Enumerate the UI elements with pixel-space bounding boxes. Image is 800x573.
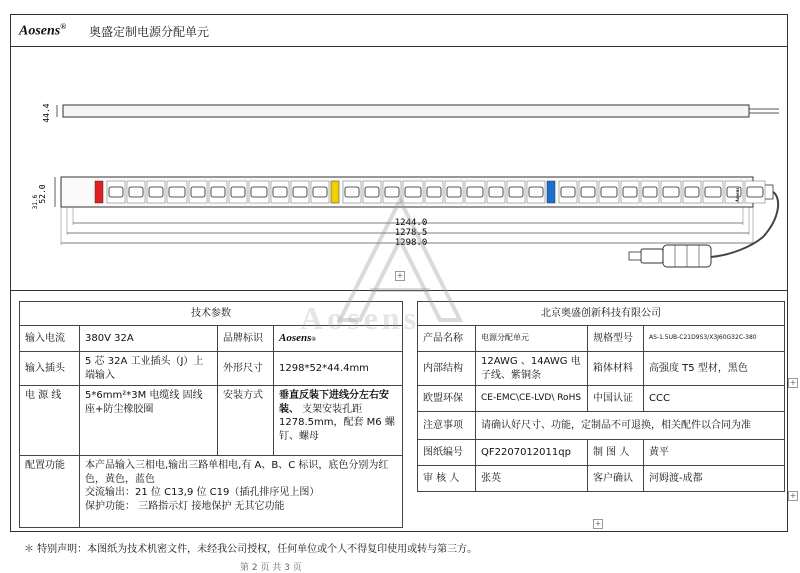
- socket-icon-19: [467, 187, 483, 197]
- phase-indicator-0: [95, 181, 103, 203]
- config-line-1: 本产品输入三相电,输出三路单相电,有 A、B、C 标识，底色分别为红色，黄色，蓝色: [85, 460, 389, 485]
- industrial-plug-icon: [629, 245, 711, 267]
- cable-value: 5*6mm²*3M 电缆线 固线座+防尘橡胶圈: [80, 386, 218, 456]
- product-label: 产品名称: [418, 326, 476, 352]
- pdu-top-view: [63, 105, 749, 117]
- socket-icon-1: [109, 187, 123, 197]
- socket-icon-27: [623, 187, 637, 197]
- input-current-label: 输入电流: [20, 326, 80, 352]
- material-value: 高强度 T5 型材，黑色: [644, 352, 785, 386]
- socket-icon-16: [405, 187, 421, 197]
- dim-len3-label: 1298.0: [394, 238, 428, 248]
- socket-icon-9: [273, 187, 287, 197]
- model-value: AS-1.5UB-C21D9S3/X3J60G32C-380: [644, 326, 785, 352]
- model-label: 规格型号: [588, 326, 644, 352]
- socket-icon-21: [509, 187, 523, 197]
- socket-icon-33: [747, 187, 763, 197]
- socket-icon-3: [149, 187, 163, 197]
- socket-icon-22: [529, 187, 543, 197]
- company-name: 北京奥盛创新科技有限公司: [418, 302, 785, 326]
- brand-value: Aosens®: [274, 326, 403, 352]
- cable-label: 电 源 线: [20, 386, 80, 456]
- eu-value: CE-EMC\CE-LVD\ RoHS: [476, 386, 588, 412]
- input-current-value: 380V 32A: [80, 326, 218, 352]
- size-label: 外形尺寸: [218, 352, 274, 386]
- note-label: 注意事项: [418, 412, 476, 440]
- outlet-row: [95, 181, 765, 203]
- config-value: [80, 456, 403, 528]
- socket-icon-4: [169, 187, 185, 197]
- drafter-value: 黄平: [644, 440, 785, 466]
- sheet-header: [11, 15, 787, 47]
- socket-icon-18: [447, 187, 461, 197]
- eu-label: 欧盟环保: [418, 386, 476, 412]
- pdu-brand-label: Aosens: [736, 187, 741, 203]
- material-label: 箱体材料: [588, 352, 644, 386]
- table-add-col-handle[interactable]: +: [789, 378, 797, 387]
- socket-icon-28: [643, 187, 657, 197]
- cn-label: 中国认证: [588, 386, 644, 412]
- socket-icon-13: [345, 187, 359, 197]
- brand-logo: Aosens®: [19, 22, 67, 39]
- dim-len2-label: 1278.5: [394, 228, 428, 238]
- special-notice: ＊ 特别声明：本图纸为技术机密文件，未经我公司授权，任何单位或个人不得复印使用或转与第三方。: [24, 544, 478, 555]
- install-label: 安装方式: [218, 386, 274, 456]
- reviewer-value: 张英: [476, 466, 588, 492]
- watermark-text: Aosens: [300, 300, 421, 336]
- pdu-drawing-svg: [11, 47, 787, 291]
- drawing-no-value: QF2207012011qp: [476, 440, 588, 466]
- config-label: 配置功能: [20, 456, 80, 528]
- dim-width-label: 44.4: [42, 103, 51, 123]
- customer-label: 客户确认: [588, 466, 644, 492]
- socket-icon-20: [489, 187, 503, 197]
- size-value: 1298*52*44.4mm: [274, 352, 403, 386]
- customer-value: 河姆渡-成都: [644, 466, 785, 492]
- brand-label: 品牌标识: [218, 326, 274, 352]
- input-plug-value: 5 芯 32A 工业插头（J）上端输入: [80, 352, 218, 386]
- config-line-3: 保护功能： 三路指示灯 接地保护 无其它功能: [85, 500, 285, 512]
- page-number: 第 2 页 共 3 页: [240, 563, 302, 573]
- socket-icon-7: [231, 187, 245, 197]
- input-plug-label: 输入插头: [20, 352, 80, 386]
- cn-value: CCC: [644, 386, 785, 412]
- socket-icon-30: [685, 187, 699, 197]
- phase-indicator-23: [547, 181, 555, 203]
- note-value: 请确认好尺寸、功能，定制品不可退换，相关配件以合同为准: [476, 412, 785, 440]
- dim-height2-label: 31.6: [32, 194, 39, 210]
- structure-label: 内部结构: [418, 352, 476, 386]
- tech-title: 技术参数: [20, 302, 403, 326]
- structure-value: 12AWG 、14AWG 电子线、紫铜条: [476, 352, 588, 386]
- config-line-2: 交流输出：21 位 C13,9 位 C19（插孔排序见上图）: [85, 487, 320, 498]
- dim-len1-label: 1244.0: [394, 218, 428, 228]
- reviewer-label: 审 核 人: [418, 466, 476, 492]
- drafter-label: 制 图 人: [588, 440, 644, 466]
- socket-icon-24: [561, 187, 575, 197]
- socket-icon-14: [365, 187, 379, 197]
- socket-icon-2: [129, 187, 143, 197]
- socket-icon-17: [427, 187, 441, 197]
- socket-icon-15: [385, 187, 399, 197]
- socket-icon-6: [211, 187, 225, 197]
- socket-icon-31: [705, 187, 721, 197]
- socket-icon-8: [251, 187, 267, 197]
- socket-icon-11: [313, 187, 327, 197]
- table-add-col-handle-2[interactable]: +: [789, 491, 797, 500]
- drawing-no-label: 图纸编号: [418, 440, 476, 466]
- table-move-handle[interactable]: +: [396, 271, 404, 280]
- table-add-row-handle[interactable]: +: [594, 519, 602, 528]
- install-value: 垂直反装下进线分左右安装、 支架安装孔距 1278.5mm，配套 M6 螺钉、螺母: [274, 386, 403, 456]
- phase-indicator-12: [331, 181, 339, 203]
- socket-icon-29: [663, 187, 679, 197]
- pdu-technical-drawing: [11, 47, 787, 291]
- socket-icon-10: [293, 187, 307, 197]
- document-title: 奥盛定制电源分配单元: [89, 25, 210, 39]
- product-value: 电源分配单元: [476, 326, 588, 352]
- socket-icon-5: [191, 187, 205, 197]
- socket-icon-25: [581, 187, 595, 197]
- socket-icon-26: [601, 187, 617, 197]
- company-info-table: [417, 301, 785, 492]
- dim-height-label: 52.0: [38, 184, 47, 204]
